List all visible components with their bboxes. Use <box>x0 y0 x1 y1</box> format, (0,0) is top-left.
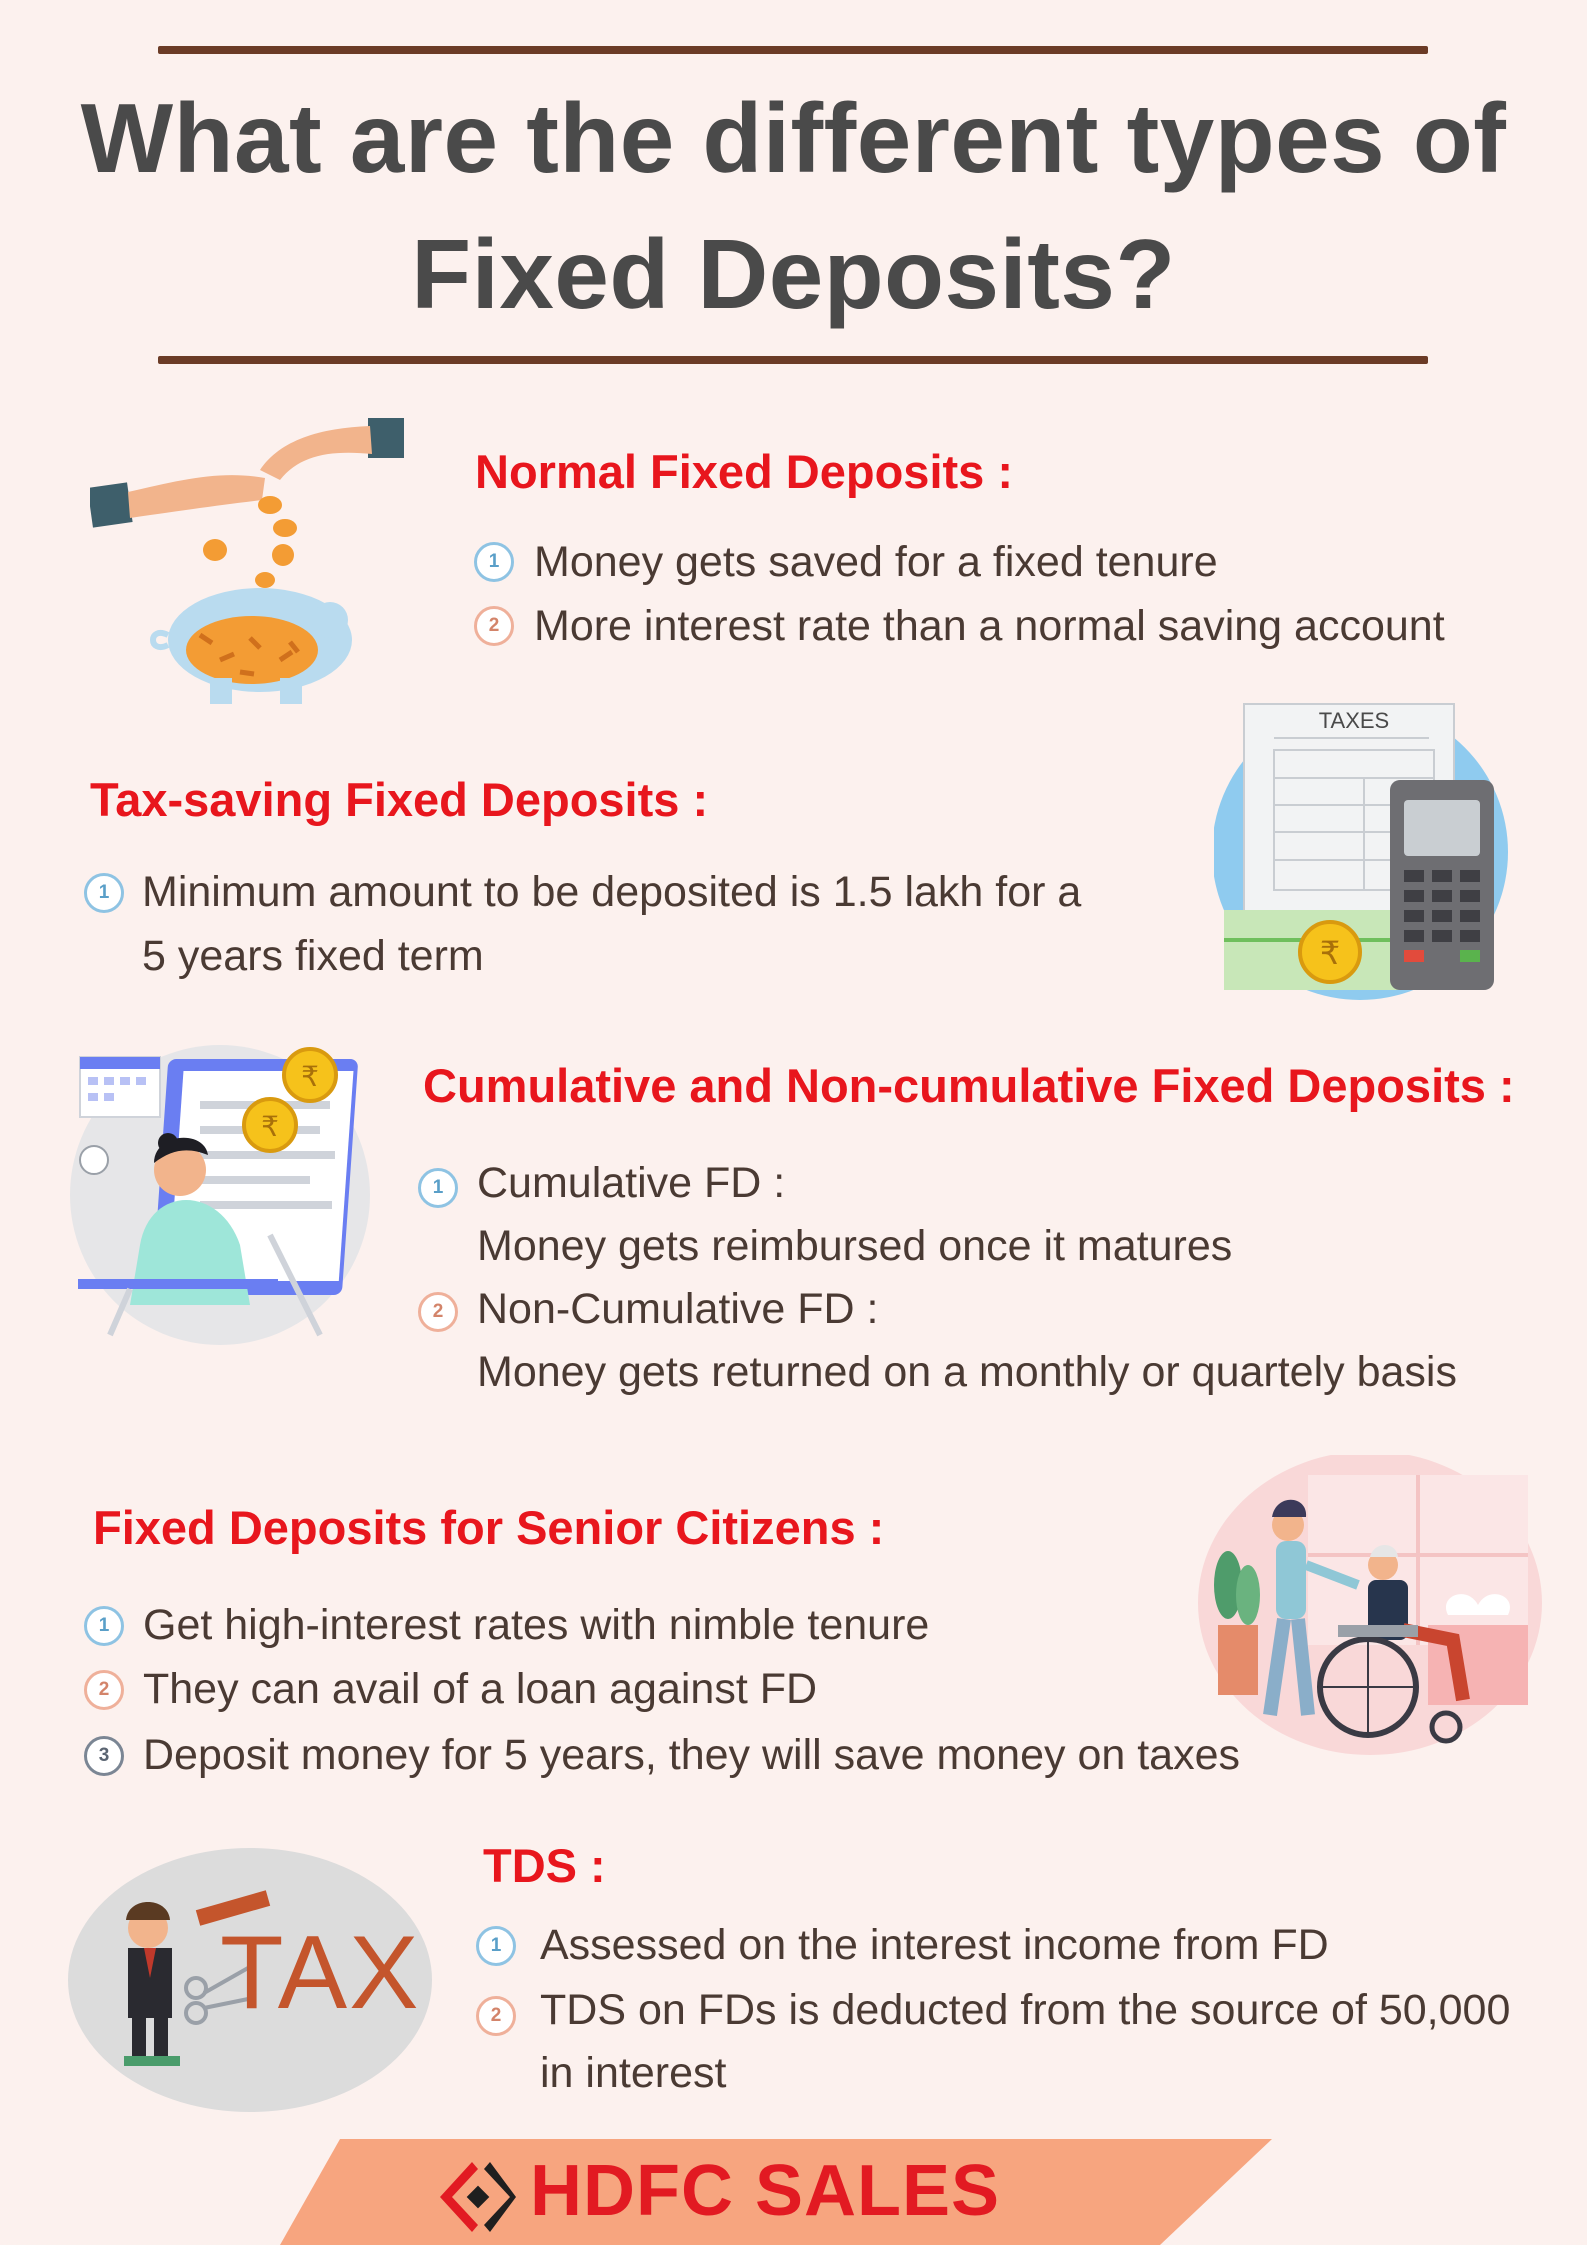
senior-fd-number-3: 3 <box>84 1736 124 1776</box>
tax-saving-fd-item-1-line-1: Minimum amount to be deposited is 1.5 lakh for a <box>142 868 1082 916</box>
non-cumulative-fd-text: Money gets returned on a monthly or quartely basis <box>477 1348 1457 1396</box>
normal-fd-number-2: 2 <box>474 606 514 646</box>
senior-fd-number-1: 1 <box>84 1606 124 1646</box>
senior-fd-item-1: Get high-interest rates with nimble tenure <box>143 1601 930 1649</box>
normal-fd-heading: Normal Fixed Deposits : <box>475 445 1013 498</box>
computer-user-coins-illustration <box>70 1035 380 1345</box>
piggy-bank-hands-illustration <box>90 410 410 710</box>
tax-saving-fd-heading: Tax-saving Fixed Deposits : <box>90 773 709 826</box>
senior-citizens-fd-heading: Fixed Deposits for Senior Citizens : <box>93 1501 885 1554</box>
senior-fd-item-2: They can avail of a loan against FD <box>143 1665 818 1713</box>
normal-fd-item-2: More interest rate than a normal saving account <box>534 602 1445 650</box>
non-cumulative-fd-title: Non-Cumulative FD : <box>477 1285 879 1333</box>
svg-text:₹: ₹ <box>1319 934 1341 972</box>
taxes-label: TAXES <box>1318 708 1390 733</box>
cumulative-fd-text: Money gets reimbursed once it matures <box>477 1222 1233 1270</box>
senior-wheelchair-illustration <box>1198 1455 1543 1760</box>
tds-number-1: 1 <box>476 1926 516 1966</box>
tax-saving-fd-number-1: 1 <box>84 873 124 913</box>
page-title-line-1: What are the different types of <box>80 83 1507 193</box>
normal-fd-item-1: Money gets saved for a fixed tenure <box>534 538 1218 586</box>
senior-fd-number-2: 2 <box>84 1670 124 1710</box>
page-title-line-2: Fixed Deposits? <box>411 219 1176 329</box>
tds-heading: TDS : <box>483 1839 606 1892</box>
title-bottom-rule <box>158 356 1428 364</box>
footer-brand-name: HDFC SALES <box>530 2151 1001 2231</box>
normal-fd-number-1: 1 <box>474 542 514 582</box>
title-top-rule <box>158 46 1428 54</box>
tax-saving-fd-item-1-line-2: 5 years fixed term <box>142 932 484 980</box>
tds-item-2-line-1: TDS on FDs is deducted from the source of 50,000 <box>540 1986 1511 2034</box>
hdfc-diamond-icon <box>440 2162 516 2232</box>
cumulative-fd-title: Cumulative FD : <box>477 1159 786 1207</box>
tax-label: TAX <box>220 1915 421 2031</box>
cumulative-fd-heading: Cumulative and Non-cumulative Fixed Deposits : <box>423 1059 1515 1112</box>
tds-item-1: Assessed on the interest income from FD <box>540 1921 1329 1969</box>
cumulative-fd-number-1: 1 <box>418 1168 458 1208</box>
tds-item-2-line-2: in interest <box>540 2049 727 2097</box>
senior-fd-item-3: Deposit money for 5 years, they will save money on taxes <box>143 1731 1241 1779</box>
svg-text:₹: ₹ <box>301 1060 319 1093</box>
tax-calculator-illustration <box>1214 700 1514 1000</box>
tds-number-2: 2 <box>476 1996 516 2036</box>
cumulative-fd-number-2: 2 <box>418 1292 458 1332</box>
svg-text:₹: ₹ <box>261 1110 279 1143</box>
tax-scissors-illustration <box>68 1848 433 2113</box>
